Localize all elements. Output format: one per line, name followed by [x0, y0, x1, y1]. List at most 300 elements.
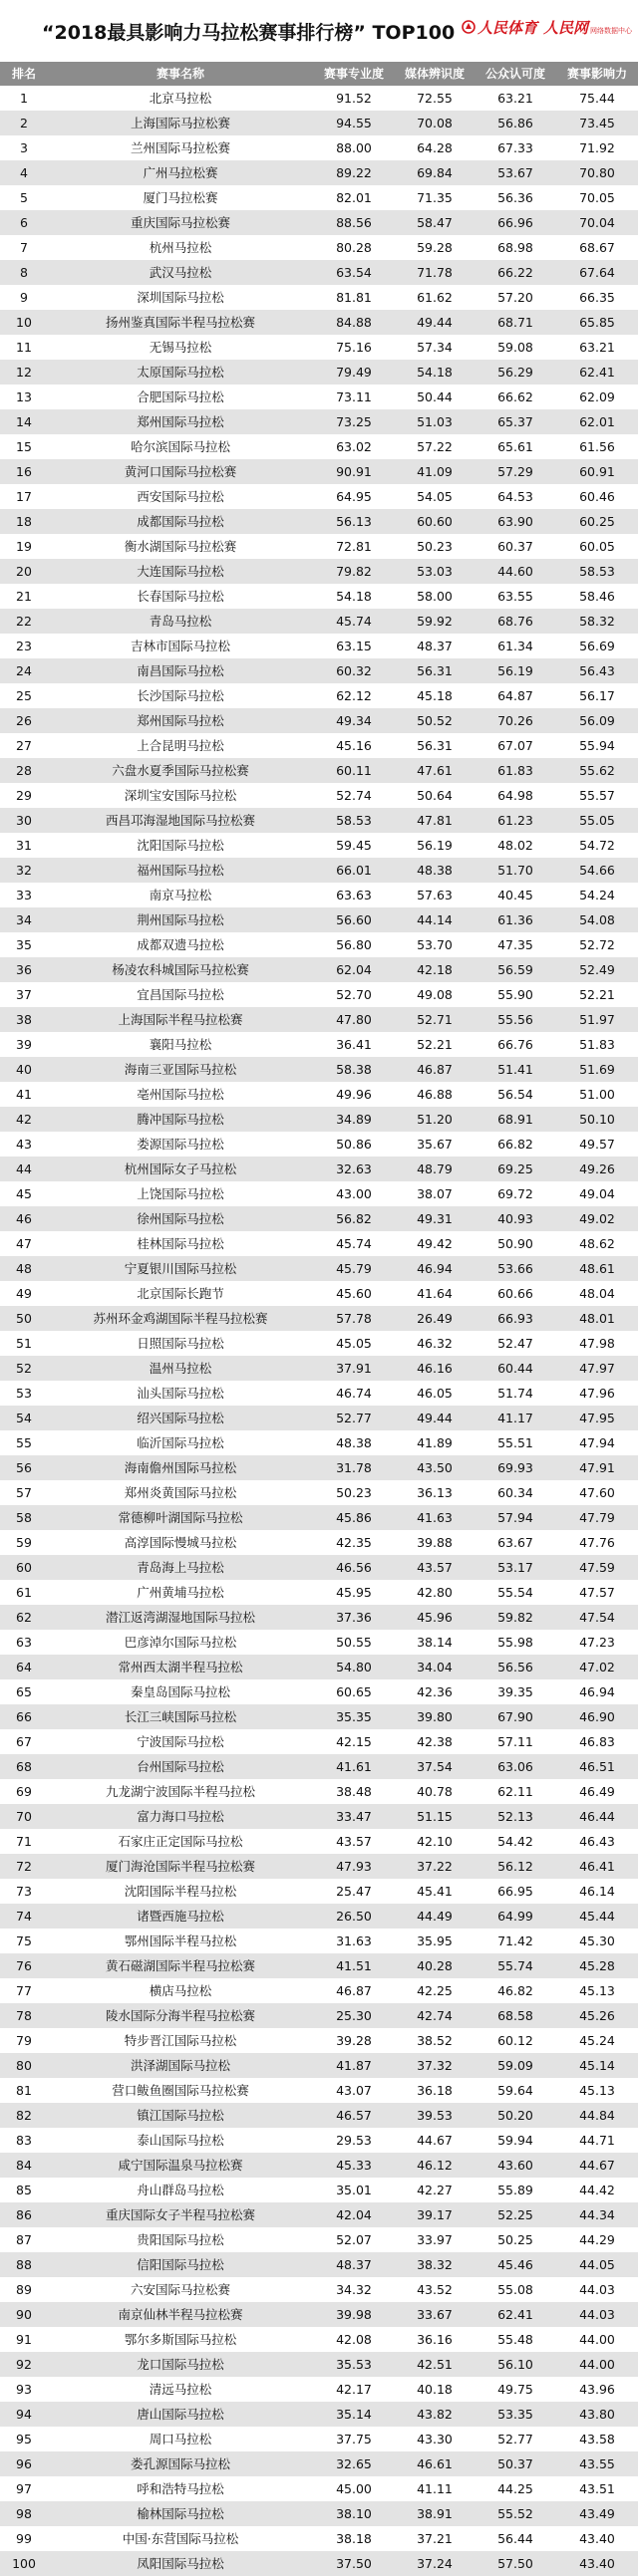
- table-row: [0, 2551, 638, 2576]
- cell-professionalism: 38.18: [336, 2531, 372, 2546]
- cell-professionalism: 50.86: [336, 1137, 372, 1152]
- cell-public-approval: 55.89: [497, 2183, 533, 2197]
- cell-professionalism: 42.15: [336, 1734, 372, 1749]
- cell-rank: 20: [16, 564, 32, 579]
- cell-rank: 71: [16, 1834, 32, 1849]
- cell-professionalism: 45.74: [336, 614, 372, 629]
- cell-event-name: 上饶国际马拉松: [137, 1186, 224, 1201]
- cell-public-approval: 44.25: [497, 2481, 533, 2496]
- cell-public-approval: 54.42: [497, 1834, 533, 1849]
- cell-public-approval: 59.82: [497, 1610, 533, 1625]
- cell-influence: 46.44: [579, 1809, 615, 1824]
- cell-media-recognition: 50.44: [417, 389, 453, 404]
- cell-public-approval: 57.20: [497, 290, 533, 305]
- table-row: [0, 235, 638, 260]
- cell-influence: 46.83: [579, 1734, 615, 1749]
- table-row: [0, 1032, 638, 1057]
- table-row: [0, 509, 638, 534]
- cell-event-name: 郑州国际马拉松: [137, 713, 224, 728]
- cell-rank: 12: [16, 365, 32, 380]
- cell-public-approval: 63.21: [497, 91, 533, 106]
- cell-event-name: 成都双遗马拉松: [137, 937, 224, 952]
- cell-professionalism: 64.95: [336, 489, 372, 504]
- cell-public-approval: 63.06: [497, 1759, 533, 1774]
- cell-rank: 97: [16, 2481, 32, 2496]
- cell-event-name: 杨凌农科城国际马拉松赛: [112, 962, 249, 977]
- table-row: [0, 1107, 638, 1132]
- cell-influence: 62.09: [579, 389, 615, 404]
- cell-professionalism: 35.53: [336, 2357, 372, 2372]
- cell-professionalism: 52.77: [336, 1411, 372, 1425]
- cell-media-recognition: 58.47: [417, 215, 453, 230]
- table-row: [0, 2078, 638, 2103]
- cell-media-recognition: 44.14: [417, 912, 453, 927]
- cell-public-approval: 63.90: [497, 514, 533, 529]
- cell-influence: 43.49: [579, 2506, 615, 2521]
- table-row: [0, 858, 638, 883]
- cell-event-name: 鄂州国际半程马拉松: [124, 1933, 237, 1948]
- cell-rank: 84: [16, 2158, 32, 2173]
- table-row: [0, 584, 638, 609]
- cell-public-approval: 71.42: [497, 1933, 533, 1948]
- cell-influence: 43.40: [579, 2531, 615, 2546]
- cell-public-approval: 57.29: [497, 464, 533, 479]
- cell-influence: 45.13: [579, 2083, 615, 2098]
- cell-professionalism: 62.04: [336, 962, 372, 977]
- cell-media-recognition: 43.52: [417, 2282, 453, 2297]
- cell-professionalism: 45.60: [336, 1286, 372, 1301]
- cell-public-approval: 56.12: [497, 1859, 533, 1874]
- table-row: [0, 409, 638, 434]
- cell-influence: 44.34: [579, 2207, 615, 2222]
- cell-media-recognition: 46.12: [417, 2158, 453, 2173]
- table-row: [0, 1306, 638, 1331]
- cell-event-name: 镇江国际马拉松: [137, 2108, 224, 2123]
- cell-media-recognition: 42.51: [417, 2357, 453, 2372]
- cell-rank: 76: [16, 1958, 32, 1973]
- cell-influence: 48.62: [579, 1236, 615, 1251]
- cell-professionalism: 56.82: [336, 1211, 372, 1226]
- table-row: [0, 2427, 638, 2451]
- cell-influence: 51.69: [579, 1062, 615, 1077]
- cell-influence: 52.49: [579, 962, 615, 977]
- cell-influence: 55.05: [579, 813, 615, 828]
- cell-event-name: 上合昆明马拉松: [137, 738, 224, 753]
- cell-event-name: 厦门马拉松赛: [143, 190, 218, 205]
- cell-public-approval: 67.33: [497, 140, 533, 155]
- cell-public-approval: 52.47: [497, 1336, 533, 1351]
- cell-event-name: 诸暨西施马拉松: [137, 1909, 224, 1924]
- cell-influence: 52.21: [579, 987, 615, 1002]
- cell-professionalism: 50.55: [336, 1635, 372, 1650]
- cell-event-name: 宁夏银川国际马拉松: [124, 1261, 237, 1276]
- cell-influence: 50.10: [579, 1112, 615, 1127]
- cell-media-recognition: 72.55: [417, 91, 453, 106]
- cell-influence: 48.01: [579, 1311, 615, 1326]
- cell-public-approval: 56.54: [497, 1087, 533, 1102]
- cell-media-recognition: 44.67: [417, 2133, 453, 2148]
- table-row: [0, 609, 638, 634]
- cell-media-recognition: 50.64: [417, 788, 453, 803]
- cell-influence: 45.44: [579, 1909, 615, 1924]
- cell-media-recognition: 39.88: [417, 1535, 453, 1550]
- cell-rank: 8: [20, 265, 28, 280]
- table-row: [0, 1904, 638, 1929]
- logo-people-net: [543, 17, 632, 38]
- cell-event-name: 合肥国际马拉松: [137, 389, 224, 404]
- cell-influence: 44.03: [579, 2307, 615, 2322]
- table-row: [0, 658, 638, 683]
- cell-event-name: 陵水国际分海半程马拉松赛: [105, 2008, 255, 2023]
- cell-influence: 46.43: [579, 1834, 615, 1849]
- cell-influence: 51.97: [579, 1012, 615, 1027]
- cell-public-approval: 59.94: [497, 2133, 533, 2148]
- cell-rank: 44: [16, 1161, 32, 1176]
- cell-professionalism: 62.12: [336, 688, 372, 703]
- cell-media-recognition: 42.27: [417, 2183, 453, 2197]
- table-row: [0, 559, 638, 584]
- cell-rank: 99: [16, 2531, 32, 2546]
- table-row: [0, 783, 638, 808]
- cell-rank: 41: [16, 1087, 32, 1102]
- cell-event-name: 宁波国际马拉松: [137, 1734, 224, 1749]
- cell-event-name: 苏州环金鸡湖国际半程马拉松赛: [93, 1311, 268, 1326]
- cell-event-name: 富力海口马拉松: [137, 1809, 224, 1824]
- cell-rank: 54: [16, 1411, 32, 1425]
- cell-media-recognition: 59.92: [417, 614, 453, 629]
- cell-public-approval: 56.86: [497, 116, 533, 130]
- cell-rank: 29: [16, 788, 32, 803]
- cell-event-name: 西安国际马拉松: [137, 489, 224, 504]
- cell-event-name: 鄂尔多斯国际马拉松: [124, 2332, 237, 2347]
- cell-influence: 67.64: [579, 265, 615, 280]
- table-header-row: [0, 62, 638, 86]
- cell-public-approval: 67.90: [497, 1709, 533, 1724]
- cell-public-approval: 63.67: [497, 1535, 533, 1550]
- cell-event-name: 高淳国际慢城马拉松: [124, 1535, 237, 1550]
- cell-influence: 44.05: [579, 2257, 615, 2272]
- cell-media-recognition: 42.74: [417, 2008, 453, 2023]
- cell-event-name: 重庆国际马拉松赛: [130, 215, 230, 230]
- cell-media-recognition: 26.49: [417, 1311, 453, 1326]
- cell-public-approval: 62.41: [497, 2307, 533, 2322]
- cell-professionalism: 37.91: [336, 1361, 372, 1376]
- cell-rank: 69: [16, 1784, 32, 1799]
- cell-rank: 53: [16, 1386, 32, 1401]
- cell-rank: 52: [16, 1361, 32, 1376]
- cell-event-name: 郑州国际马拉松: [137, 414, 224, 429]
- cell-media-recognition: 71.35: [417, 190, 453, 205]
- cell-professionalism: 45.74: [336, 1236, 372, 1251]
- cell-media-recognition: 61.62: [417, 290, 453, 305]
- cell-influence: 43.80: [579, 2407, 615, 2422]
- table-row: [0, 2153, 638, 2178]
- table-row: [0, 982, 638, 1007]
- cell-rank: 49: [16, 1286, 32, 1301]
- cell-influence: 56.69: [579, 639, 615, 653]
- cell-professionalism: 80.28: [336, 240, 372, 255]
- cell-influence: 44.71: [579, 2133, 615, 2148]
- cell-media-recognition: 53.03: [417, 564, 453, 579]
- cell-rank: 86: [16, 2207, 32, 2222]
- cell-media-recognition: 37.21: [417, 2531, 453, 2546]
- cell-event-name: 厦门海沧国际半程马拉松赛: [105, 1859, 255, 1874]
- cell-influence: 54.24: [579, 888, 615, 902]
- cell-influence: 46.41: [579, 1859, 615, 1874]
- cell-professionalism: 43.07: [336, 2083, 372, 2098]
- cell-public-approval: 68.76: [497, 614, 533, 629]
- cell-influence: 44.84: [579, 2108, 615, 2123]
- cell-media-recognition: 46.16: [417, 1361, 453, 1376]
- cell-media-recognition: 39.53: [417, 2108, 453, 2123]
- table-row: [0, 434, 638, 459]
- table-row: [0, 1704, 638, 1729]
- cell-influence: 55.62: [579, 763, 615, 778]
- table-row: [0, 2451, 638, 2476]
- cell-influence: 60.05: [579, 539, 615, 554]
- cell-influence: 49.26: [579, 1161, 615, 1176]
- table-row: [0, 1679, 638, 1704]
- cell-media-recognition: 50.52: [417, 713, 453, 728]
- cell-rank: 79: [16, 2033, 32, 2048]
- cell-rank: 63: [16, 1635, 32, 1650]
- cell-event-name: 腾冲国际马拉松: [137, 1112, 224, 1127]
- cell-professionalism: 54.80: [336, 1660, 372, 1674]
- cell-event-name: 南京马拉松: [149, 888, 212, 902]
- cell-public-approval: 55.48: [497, 2332, 533, 2347]
- table-row: [0, 2227, 638, 2252]
- cell-rank: 67: [16, 1734, 32, 1749]
- cell-influence: 55.94: [579, 738, 615, 753]
- cell-professionalism: 45.86: [336, 1510, 372, 1525]
- cell-rank: 36: [16, 962, 32, 977]
- table-row: [0, 160, 638, 185]
- cell-professionalism: 46.74: [336, 1386, 372, 1401]
- cell-influence: 44.29: [579, 2232, 615, 2247]
- cell-public-approval: 50.25: [497, 2232, 533, 2247]
- cell-professionalism: 32.63: [336, 1161, 372, 1176]
- cell-media-recognition: 53.70: [417, 937, 453, 952]
- col-header-name: 赛事名称: [156, 67, 204, 81]
- cell-influence: 44.00: [579, 2357, 615, 2372]
- cell-rank: 50: [16, 1311, 32, 1326]
- cell-event-name: 沈阳国际半程马拉松: [124, 1884, 237, 1899]
- cell-professionalism: 60.32: [336, 663, 372, 678]
- cell-event-name: 台州国际马拉松: [137, 1759, 224, 1774]
- table-row: [0, 2526, 638, 2551]
- cell-public-approval: 55.52: [497, 2506, 533, 2521]
- cell-media-recognition: 54.18: [417, 365, 453, 380]
- cell-professionalism: 66.01: [336, 863, 372, 878]
- cell-influence: 68.67: [579, 240, 615, 255]
- cell-professionalism: 45.33: [336, 2158, 372, 2173]
- table-row: [0, 484, 638, 509]
- cell-media-recognition: 56.31: [417, 738, 453, 753]
- cell-event-name: 南昌国际马拉松: [137, 663, 224, 678]
- cell-influence: 65.85: [579, 315, 615, 330]
- cell-media-recognition: 34.04: [417, 1660, 453, 1674]
- cell-influence: 60.46: [579, 489, 615, 504]
- cell-public-approval: 51.74: [497, 1386, 533, 1401]
- table-row: [0, 1953, 638, 1978]
- cell-media-recognition: 41.09: [417, 464, 453, 479]
- cell-professionalism: 46.56: [336, 1560, 372, 1575]
- table-row: [0, 1281, 638, 1306]
- cell-influence: 54.08: [579, 912, 615, 927]
- cell-public-approval: 60.66: [497, 1286, 533, 1301]
- cell-influence: 45.14: [579, 2058, 615, 2073]
- cell-professionalism: 39.98: [336, 2307, 372, 2322]
- cell-media-recognition: 43.57: [417, 1560, 453, 1575]
- cell-professionalism: 52.74: [336, 788, 372, 803]
- cell-rank: 56: [16, 1460, 32, 1475]
- cell-event-name: 武汉马拉松: [149, 265, 212, 280]
- cell-media-recognition: 47.81: [417, 813, 453, 828]
- cell-event-name: 凤阳国际马拉松: [137, 2556, 224, 2571]
- cell-public-approval: 60.12: [497, 2033, 533, 2048]
- cell-professionalism: 45.95: [336, 1585, 372, 1600]
- cell-media-recognition: 46.87: [417, 1062, 453, 1077]
- cell-event-name: 巴彦淖尔国际马拉松: [124, 1635, 237, 1650]
- cell-rank: 5: [20, 190, 28, 205]
- cell-event-name: 襄阳马拉松: [149, 1037, 212, 1052]
- cell-public-approval: 56.36: [497, 190, 533, 205]
- cell-influence: 43.96: [579, 2382, 615, 2397]
- cell-rank: 78: [16, 2008, 32, 2023]
- cell-event-name: 上海国际半程马拉松赛: [118, 1012, 243, 1027]
- cell-professionalism: 37.75: [336, 2432, 372, 2447]
- cell-event-name: 哈尔滨国际马拉松: [130, 439, 230, 454]
- cell-media-recognition: 46.05: [417, 1386, 453, 1401]
- cell-event-name: 青岛海上马拉松: [137, 1560, 224, 1575]
- cell-professionalism: 84.88: [336, 315, 372, 330]
- cell-rank: 73: [16, 1884, 32, 1899]
- cell-professionalism: 79.82: [336, 564, 372, 579]
- table-row: [0, 758, 638, 783]
- table-row: [0, 1655, 638, 1679]
- cell-media-recognition: 41.11: [417, 2481, 453, 2496]
- cell-professionalism: 88.00: [336, 140, 372, 155]
- cell-event-name: 桂林国际马拉松: [137, 1236, 224, 1251]
- cell-professionalism: 43.57: [336, 1834, 372, 1849]
- table-row: [0, 2252, 638, 2277]
- cell-event-name: 营口鲅鱼圈国际马拉松赛: [112, 2083, 249, 2098]
- cell-media-recognition: 56.31: [417, 663, 453, 678]
- cell-rank: 23: [16, 639, 32, 653]
- cell-media-recognition: 42.80: [417, 1585, 453, 1600]
- cell-media-recognition: 43.82: [417, 2407, 453, 2422]
- cell-public-approval: 64.87: [497, 688, 533, 703]
- cell-professionalism: 58.53: [336, 813, 372, 828]
- cell-influence: 46.51: [579, 1759, 615, 1774]
- cell-professionalism: 36.41: [336, 1037, 372, 1052]
- cell-event-name: 无锡马拉松: [149, 340, 212, 355]
- cell-media-recognition: 36.18: [417, 2083, 453, 2098]
- cell-public-approval: 56.59: [497, 962, 533, 977]
- cell-professionalism: 56.80: [336, 937, 372, 952]
- cell-event-name: 吉林市国际马拉松: [130, 639, 230, 653]
- cell-influence: 49.57: [579, 1137, 615, 1152]
- cell-influence: 58.46: [579, 589, 615, 604]
- cell-rank: 51: [16, 1336, 32, 1351]
- cell-event-name: 南京仙林半程马拉松赛: [118, 2307, 243, 2322]
- cell-event-name: 龙口国际马拉松: [137, 2357, 224, 2372]
- cell-public-approval: 56.19: [497, 663, 533, 678]
- cell-professionalism: 29.53: [336, 2133, 372, 2148]
- cell-public-approval: 53.17: [497, 1560, 533, 1575]
- table-row: [0, 111, 638, 135]
- cell-influence: 47.54: [579, 1610, 615, 1625]
- cell-public-approval: 41.17: [497, 1411, 533, 1425]
- cell-influence: 55.57: [579, 788, 615, 803]
- cell-rank: 48: [16, 1261, 32, 1276]
- cell-influence: 45.24: [579, 2033, 615, 2048]
- table-row: [0, 210, 638, 235]
- cell-professionalism: 89.22: [336, 165, 372, 180]
- cell-rank: 1: [20, 91, 28, 106]
- cell-public-approval: 60.44: [497, 1361, 533, 1376]
- cell-rank: 33: [16, 888, 32, 902]
- cell-influence: 45.30: [579, 1933, 615, 1948]
- cell-professionalism: 52.70: [336, 987, 372, 1002]
- cell-media-recognition: 39.17: [417, 2207, 453, 2222]
- cell-public-approval: 40.93: [497, 1211, 533, 1226]
- cell-influence: 48.61: [579, 1261, 615, 1276]
- cell-rank: 94: [16, 2407, 32, 2422]
- cell-rank: 25: [16, 688, 32, 703]
- cell-rank: 17: [16, 489, 32, 504]
- cell-professionalism: 63.02: [336, 439, 372, 454]
- cell-rank: 11: [16, 340, 32, 355]
- cell-professionalism: 35.14: [336, 2407, 372, 2422]
- cell-influence: 43.40: [579, 2556, 615, 2571]
- cell-rank: 46: [16, 1211, 32, 1226]
- cell-media-recognition: 58.00: [417, 589, 453, 604]
- cell-public-approval: 55.74: [497, 1958, 533, 1973]
- cell-rank: 57: [16, 1485, 32, 1500]
- table-row: [0, 2128, 638, 2153]
- cell-media-recognition: 42.25: [417, 1983, 453, 1998]
- cell-media-recognition: 54.05: [417, 489, 453, 504]
- cell-event-name: 上海国际马拉松赛: [130, 116, 230, 130]
- cell-rank: 15: [16, 439, 32, 454]
- cell-professionalism: 25.30: [336, 2008, 372, 2023]
- cell-media-recognition: 36.16: [417, 2332, 453, 2347]
- cell-rank: 91: [16, 2332, 32, 2347]
- cell-event-name: 衡水湖国际马拉松赛: [124, 539, 237, 554]
- cell-media-recognition: 49.42: [417, 1236, 453, 1251]
- table-row: [0, 1430, 638, 1455]
- table-row: [0, 185, 638, 210]
- cell-influence: 75.44: [579, 91, 615, 106]
- cell-influence: 49.02: [579, 1211, 615, 1226]
- cell-media-recognition: 35.67: [417, 1137, 453, 1152]
- cell-media-recognition: 64.28: [417, 140, 453, 155]
- cell-public-approval: 43.60: [497, 2158, 533, 2173]
- cell-rank: 61: [16, 1585, 32, 1600]
- cell-public-approval: 52.25: [497, 2207, 533, 2222]
- cell-media-recognition: 57.22: [417, 439, 453, 454]
- table-row: [0, 634, 638, 658]
- cell-professionalism: 37.36: [336, 1610, 372, 1625]
- cell-media-recognition: 40.18: [417, 2382, 453, 2397]
- table-row: [0, 2053, 638, 2078]
- table-row: [0, 2003, 638, 2028]
- logo-people-sports: [462, 17, 537, 38]
- cell-public-approval: 66.22: [497, 265, 533, 280]
- table-row: [0, 86, 638, 111]
- cell-influence: 47.95: [579, 1411, 615, 1425]
